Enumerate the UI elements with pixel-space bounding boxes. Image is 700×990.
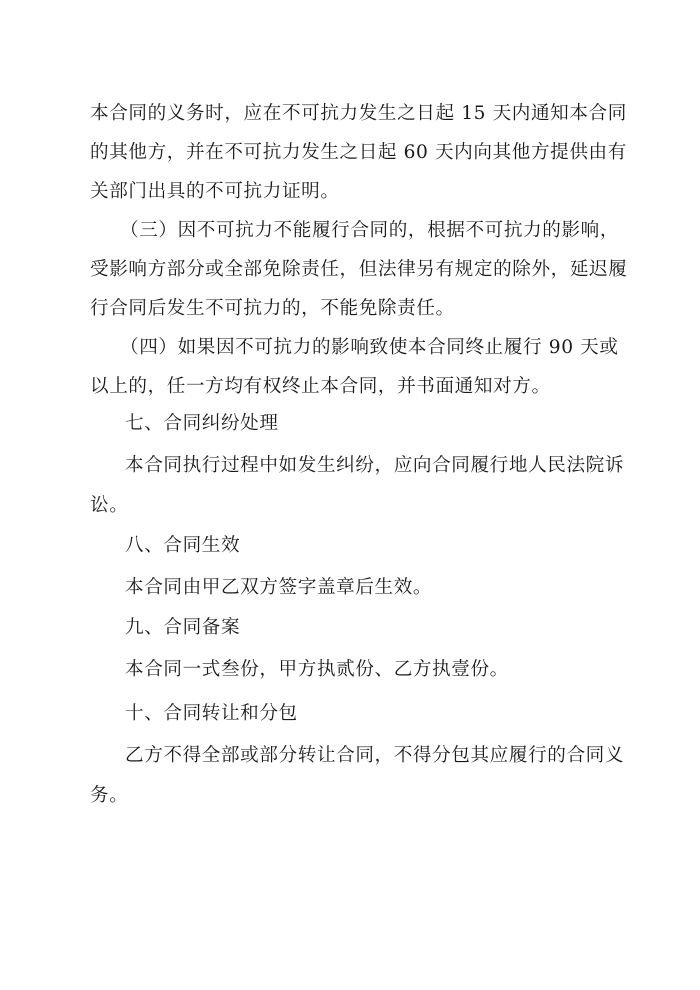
section-heading: 八、合同生效 [125,535,241,556]
paragraph-line: 本合同的义务时，应在不可抗力发生之日起 15 天内通知本合同 [90,103,627,124]
section-heading: 九、合同备案 [125,617,241,638]
paragraph-line: 务。 [90,785,129,806]
paragraph-line: （三）因不可抗力不能履行合同的，根据不可抗力的影响， [120,220,620,241]
paragraph-line: 行合同后发生不可抗力的，不能免除责任。 [90,298,455,319]
paragraph-line: 本合同执行过程中如发生纠纷，应向合同履行地人民法院诉 [125,455,625,476]
paragraph-line: 关部门出具的不可抗力证明。 [90,181,340,202]
paragraph-line: 本合同由甲乙双方签字盖章后生效。 [125,577,433,598]
paragraph-line: 本合同一式叁份，甲方执贰份、乙方执壹份。 [125,659,509,680]
section-heading: 七、合同纠纷处理 [125,413,279,434]
paragraph-line: 讼。 [90,495,129,516]
paragraph-line: 以上的，任一方均有权终止本合同，并书面通知对方。 [90,376,551,397]
paragraph-line: 的其他方，并在不可抗力发生之日起 60 天内向其他方提供由有 [90,142,627,163]
paragraph-line: （四）如果因不可抗力的影响致使本合同终止履行 90 天或 [120,337,619,358]
paragraph-line: 乙方不得全部或部分转让合同，不得分包其应履行的合同义 [125,745,625,766]
paragraph-line: 受影响方部分或全部免除责任，但法律另有规定的除外，延迟履 [90,259,628,280]
section-heading: 十、合同转让和分包 [125,703,298,724]
